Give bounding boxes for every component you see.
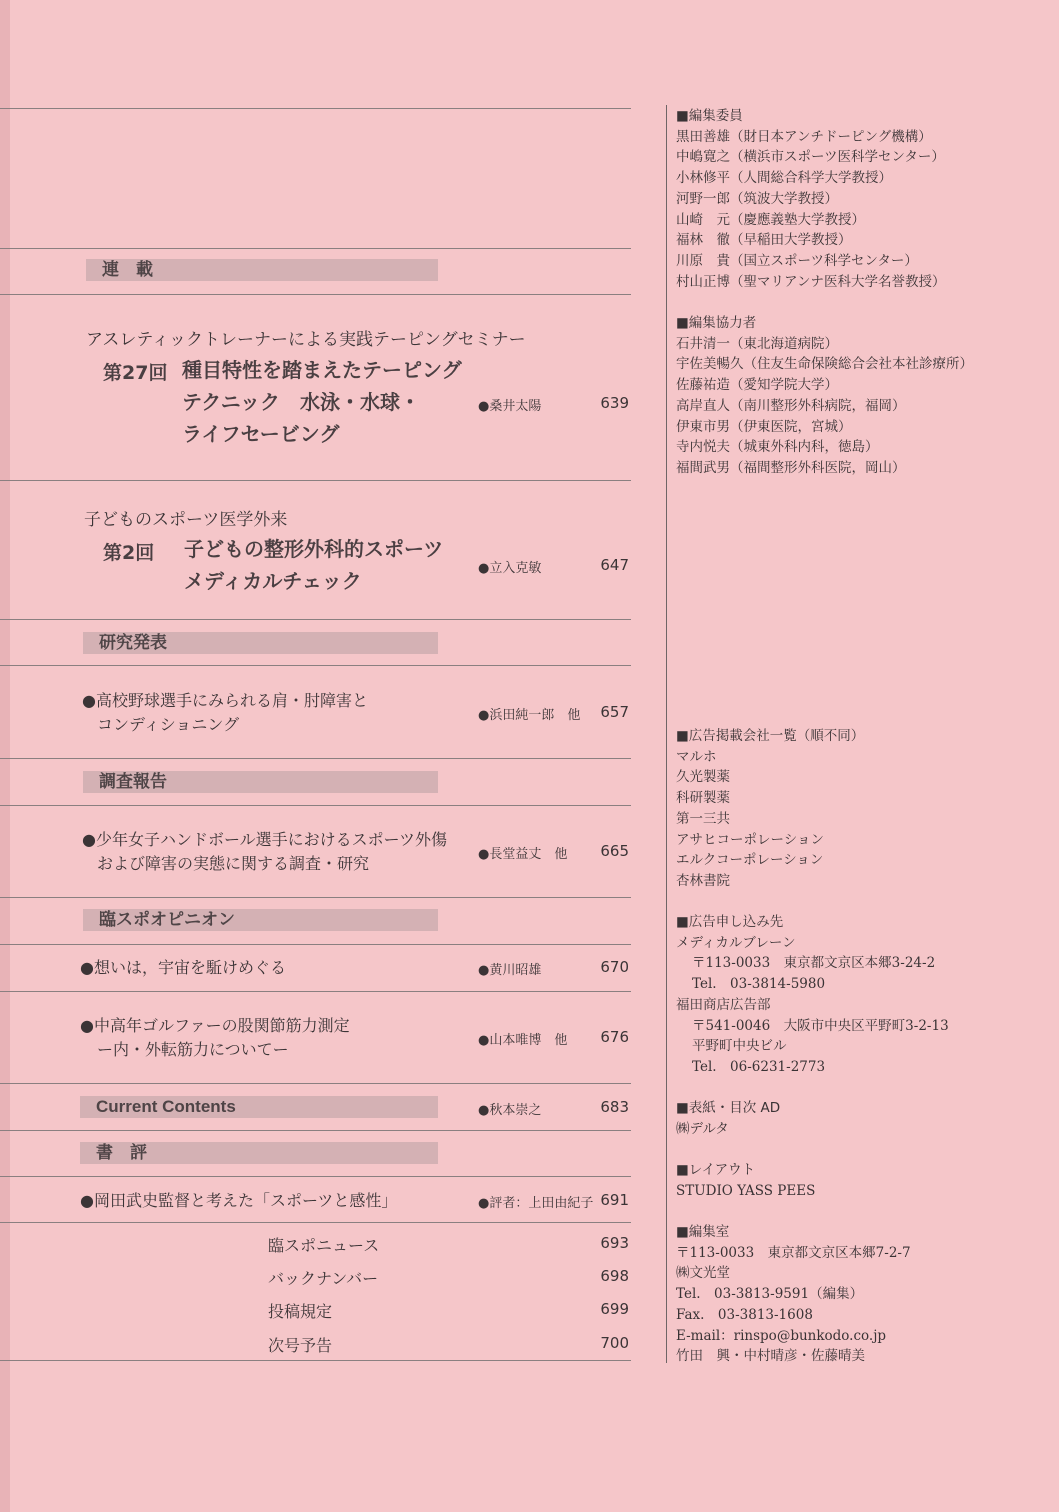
divider <box>0 1222 631 1223</box>
divider <box>0 1176 631 1177</box>
office-email[interactable]: E-mail：rinspo@bunkodo.co.jp <box>676 1327 887 1344</box>
editorial-office-heading: ■編集室 <box>676 1224 730 1240</box>
editor-item: 山崎 元（慶應義塾大学教授） <box>676 211 865 228</box>
article-title-line[interactable]: テクニック 水泳・水球・ <box>182 390 420 414</box>
divider <box>0 480 631 481</box>
column-divider <box>666 105 667 1363</box>
advertiser-item: 杏林書院 <box>676 872 730 889</box>
office-line: 〒113-0033 東京都文京区本郷7-2-7 <box>676 1244 911 1261</box>
page-number: 691 <box>600 1191 629 1209</box>
section-header-current-contents[interactable]: Current Contents <box>80 1096 438 1118</box>
page-number: 698 <box>600 1267 629 1285</box>
misc-item-submission-rules[interactable]: 投稿規定 <box>268 1302 333 1321</box>
divider <box>0 619 631 620</box>
collaborator-item: 佐藤祐造（愛知学院大学） <box>676 377 838 394</box>
section-header-chosa: 調査報告 <box>83 771 438 793</box>
advertiser-item: 科研製薬 <box>676 790 730 807</box>
section-header-opinion: 臨スポオピニオン <box>83 909 438 931</box>
divider <box>0 248 631 249</box>
article-author: ●黄川昭雄 <box>478 963 542 978</box>
editor-item: 小林修平（人間総合科学大学教授） <box>676 170 892 187</box>
ad-contact-block <box>676 912 949 1078</box>
collaborators-heading: ■編集協力者 <box>676 315 757 331</box>
series-label: アスレティックトレーナーによる実践テーピングセミナー <box>86 330 526 350</box>
article-title-line[interactable]: メディカルチェック <box>184 569 362 593</box>
cover-ad-block <box>676 1098 780 1139</box>
article-title[interactable]: ●岡田武史監督と考えた「スポーツと感性」 <box>80 1191 398 1210</box>
editorial-office-block <box>676 1222 911 1367</box>
page-number: 647 <box>600 556 629 574</box>
article-author: ●桑井太陽 <box>478 399 542 414</box>
collaborator-item: 福間武男（福間整形外科医院，岡山） <box>676 459 906 476</box>
article-title-line[interactable]: 種目特性を踏まえたテーピング <box>182 358 462 382</box>
advertiser-item: エルクコーポレーション <box>676 852 824 869</box>
collaborator-item: 寺内悦夫（城東外科内科，徳島） <box>676 439 879 456</box>
ad-contact-line: メディカルブレーン <box>676 934 796 951</box>
editors-heading: ■編集委員 <box>676 108 743 124</box>
editor-item: 河野一郎（筑波大学教授） <box>676 190 838 207</box>
office-line: 竹田 興・中村晴彦・佐藤晴美 <box>676 1348 865 1365</box>
article-title[interactable]: コンディショニング <box>97 715 240 734</box>
divider <box>0 805 631 806</box>
layout-heading: ■レイアウト <box>676 1162 756 1178</box>
article-author: ●長堂益丈 他 <box>478 847 568 862</box>
page-number: 693 <box>600 1234 629 1252</box>
advertiser-item: マルホ <box>676 748 717 765</box>
article-author: ●立入克敏 <box>478 561 542 576</box>
article-author: ●山本唯博 他 <box>478 1033 568 1048</box>
article-title[interactable]: ●少年女子ハンドボール選手におけるスポーツ外傷 <box>82 830 448 849</box>
page-edge <box>0 0 10 1512</box>
divider <box>0 294 631 295</box>
editors-block <box>676 106 945 292</box>
ad-contact-line: 平野町中央ビル <box>692 1038 787 1055</box>
misc-item-back-number[interactable]: バックナンバー <box>268 1269 379 1288</box>
cover-ad-heading: ■表紙・目次 AD <box>676 1100 781 1116</box>
ad-contact-line: 福田商店広告部 <box>676 996 771 1013</box>
office-line: ㈱文光堂 <box>676 1265 730 1282</box>
section-header-rensai: 連 載 <box>86 259 438 281</box>
advertisers-block <box>676 726 864 892</box>
page-number: 676 <box>600 1028 629 1046</box>
divider <box>0 1130 631 1131</box>
advertisers-heading: ■広告掲載会社一覧（順不同） <box>676 728 865 744</box>
section-header-kenkyu: 研究発表 <box>83 632 438 654</box>
article-title[interactable]: および障害の実態に関する調査・研究 <box>97 854 370 873</box>
collaborator-item: 高岸直人（南川整形外科病院，福岡） <box>676 397 906 414</box>
page-number: 657 <box>600 703 629 721</box>
article-author: ●浜田純一郎 他 <box>478 708 581 723</box>
advertiser-item: 第一三共 <box>676 810 730 827</box>
page-number: 665 <box>600 842 629 860</box>
editor-item: 村山正博（聖マリアンナ医科大学名誉教授） <box>676 273 946 290</box>
article-author: ●評者：上田由紀子 <box>478 1196 594 1211</box>
ad-contact-line: 〒541-0046 大阪市中央区平野町3-2-13 <box>692 1017 949 1034</box>
ad-contact-heading: ■広告申し込み先 <box>676 914 784 930</box>
advertiser-item: 久光製薬 <box>676 769 730 786</box>
section-header-shohyo: 書 評 <box>80 1142 438 1164</box>
installment-number: 第27回 <box>103 362 168 384</box>
divider <box>0 897 631 898</box>
divider <box>0 1083 631 1084</box>
ad-contact-line: 〒113-0033 東京都文京区本郷3-24-2 <box>692 955 936 972</box>
editor-item: 中嶋寛之（横浜市スポーツ医科学センター） <box>676 149 945 166</box>
ad-contact-line: Tel. 06-6231-2773 <box>692 1058 826 1075</box>
divider <box>0 108 631 109</box>
misc-item-news[interactable]: 臨スポニュース <box>268 1236 380 1255</box>
divider <box>0 758 631 759</box>
series-label: 子どものスポーツ医学外来 <box>84 510 288 530</box>
divider <box>0 991 631 992</box>
article-author: ●秋本崇之 <box>478 1103 542 1118</box>
article-title-line[interactable]: ライフセービング <box>182 422 340 446</box>
article-title[interactable]: ●想いは，宇宙を駈けめぐる <box>80 958 286 977</box>
editor-item: 黒田善雄（財日本アンチドーピング機構） <box>676 128 932 145</box>
misc-item-next-issue[interactable]: 次号予告 <box>268 1336 333 1355</box>
cover-ad-item: ㈱デルタ <box>676 1120 729 1137</box>
installment-number: 第2回 <box>103 542 155 564</box>
divider <box>0 1360 631 1361</box>
editor-item: 福林 徹（早稲田大学教授） <box>676 232 852 249</box>
page-number: 670 <box>600 958 629 976</box>
ad-contact-line: Tel. 03-3814-5980 <box>692 976 826 993</box>
page-number: 700 <box>600 1334 629 1352</box>
collaborator-item: 石井清一（東北海道病院） <box>676 335 838 352</box>
page-number: 639 <box>600 394 629 412</box>
office-line: Tel. 03-3813-9591（編集） <box>676 1286 864 1303</box>
divider <box>0 944 631 945</box>
article-title[interactable]: ●高校野球選手にみられる肩・肘障害と <box>82 691 368 710</box>
editor-item: 川原 貴（国立スポーツ科学センター） <box>676 252 918 269</box>
office-line: Fax. 03-3813-1608 <box>676 1306 813 1323</box>
page-number: 683 <box>600 1098 629 1116</box>
advertiser-item: アサヒコーポレーション <box>676 831 824 848</box>
layout-item: STUDIO YASS PEES <box>676 1182 816 1199</box>
page-number: 699 <box>600 1300 629 1318</box>
article-title[interactable]: ●中高年ゴルファーの股関節筋力測定 <box>80 1016 350 1035</box>
article-title-line[interactable]: 子どもの整形外科的スポーツ <box>184 537 444 561</box>
divider <box>0 665 631 666</box>
collaborator-item: 宇佐美暢久（住友生命保険総合会社本社診療所） <box>676 356 973 373</box>
collaborator-item: 伊東市男（伊東医院，宮城） <box>676 418 852 435</box>
layout-block <box>676 1160 815 1201</box>
collaborators-block <box>676 313 973 479</box>
article-title[interactable]: ー内・外転筋力についてー <box>97 1040 289 1059</box>
